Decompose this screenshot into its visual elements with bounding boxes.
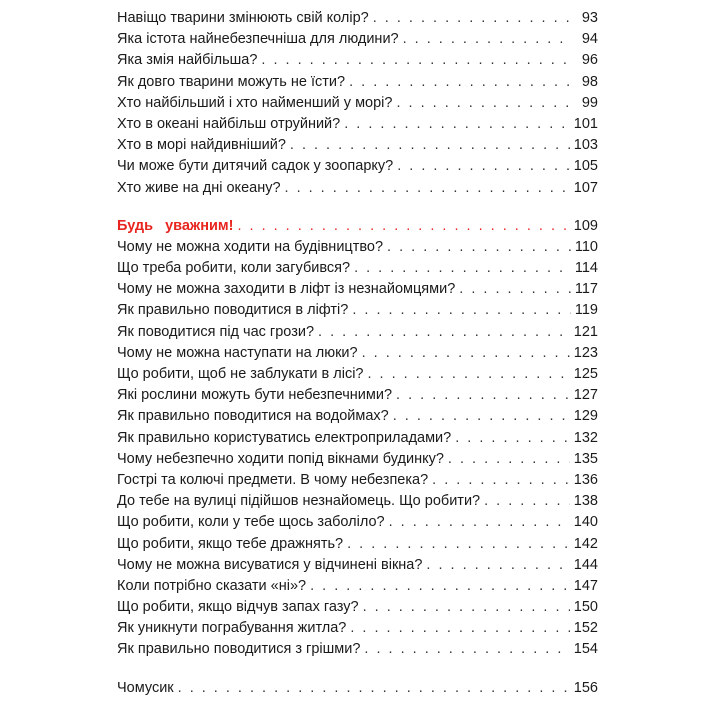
- dot-leader: [387, 239, 571, 255]
- toc-entry[interactable]: [117, 137, 598, 158]
- toc-entry-title: Що робити, якщо тебе дражнять?: [117, 535, 344, 552]
- toc-entry[interactable]: [117, 557, 598, 578]
- toc-entry[interactable]: [117, 281, 598, 302]
- toc-entry-title: Коли потрібно сказати «ні»?: [117, 577, 307, 594]
- toc-entry-title: Чому не можна наступати на люки?: [117, 344, 358, 361]
- toc-entry-page: 123: [573, 344, 598, 361]
- toc-entry[interactable]: [117, 472, 598, 493]
- toc-entry[interactable]: [117, 620, 598, 641]
- toc-entry-page: 125: [573, 366, 598, 382]
- dot-leader: [362, 345, 570, 361]
- toc-entry[interactable]: [117, 324, 598, 345]
- toc-entry[interactable]: [117, 302, 598, 323]
- dot-leader: [403, 31, 572, 47]
- toc-entry[interactable]: [117, 180, 598, 201]
- spacer: [117, 201, 598, 218]
- toc-entry-page: 94: [581, 31, 598, 48]
- toc-entry-page: 119: [574, 302, 598, 319]
- toc-entry-page: 132: [573, 429, 598, 446]
- toc-entry-title: Як правильно поводитися з грішми?: [117, 641, 361, 658]
- toc-entry-title: Яка змія найбільша?: [117, 52, 258, 69]
- toc-entry-page: 138: [573, 493, 598, 510]
- dot-leader: [396, 95, 572, 111]
- dot-leader: [363, 599, 570, 615]
- toc-entry-title: Хто найбільший і хто найменший у морі?: [117, 94, 393, 111]
- toc-entry[interactable]: [117, 239, 598, 260]
- toc-entry-title: Як правильно поводитися на водоймах?: [117, 408, 389, 425]
- section-heading-title: Будь уважним!: [117, 217, 234, 234]
- table-of-contents: [117, 10, 598, 701]
- toc-entry[interactable]: [117, 52, 598, 73]
- toc-entry-page: 144: [573, 556, 598, 573]
- toc-entry-page: 101: [573, 115, 598, 132]
- toc-block-safety: [117, 239, 598, 663]
- dot-leader: [389, 514, 570, 530]
- toc-entry-page: 140: [573, 514, 598, 531]
- toc-entry-title: До тебе на вулиці підійшов незнайомець. Що робити?: [117, 493, 481, 510]
- toc-entry-page: 105: [573, 158, 598, 175]
- toc-entry-title: Чому небезпечно ходити попід вікнами будинку?: [117, 450, 444, 467]
- toc-entry-title: Хто живе на дні океану?: [117, 179, 281, 196]
- toc-entry-title: Які рослини можуть бути небезпечними?: [117, 387, 393, 404]
- toc-entry-page: 99: [581, 94, 598, 111]
- toc-entry-title: Чому не можна ходити на будівництво?: [117, 238, 384, 255]
- toc-entry-title: Чому не можна заходити в ліфт із незнайомцями?: [117, 281, 456, 298]
- toc-entry-page: 150: [573, 599, 598, 616]
- spacer: [117, 663, 598, 680]
- toc-entry-title: Що треба робити, коли загубився?: [117, 260, 351, 277]
- dot-leader: [393, 408, 570, 424]
- dot-leader: [448, 451, 570, 467]
- dot-leader: [459, 281, 571, 297]
- toc-entry[interactable]: [117, 158, 598, 179]
- toc-entry-title: Чому не можна висуватися у відчинені вікна?: [117, 556, 423, 573]
- toc-entry-title: Навіщо тварини змінюють свій колір?: [117, 10, 369, 26]
- dot-leader: [484, 493, 570, 509]
- toc-entry-page: 135: [573, 450, 598, 467]
- toc-entry[interactable]: [117, 116, 598, 137]
- toc-entry-page: 114: [574, 260, 598, 277]
- toc-entry[interactable]: [117, 430, 598, 451]
- dot-leader: [426, 557, 569, 573]
- toc-entry[interactable]: [117, 599, 598, 620]
- dot-leader: [285, 180, 570, 196]
- toc-entry-title: Що робити, щоб не заблукати в лісі?: [117, 366, 364, 382]
- toc-entry-page: 103: [573, 137, 598, 154]
- dot-leader: [455, 430, 570, 446]
- dot-leader: [290, 137, 570, 153]
- dot-leader: [237, 218, 569, 234]
- toc-entry[interactable]: [117, 514, 598, 535]
- toc-entry-page: 93: [581, 10, 598, 26]
- toc-entry-title: Як уникнути пограбування житла?: [117, 620, 347, 637]
- toc-entry-page: 107: [573, 179, 598, 196]
- toc-entry-page: 127: [573, 387, 598, 404]
- dot-leader: [368, 366, 570, 382]
- toc-entry-page: 121: [573, 323, 598, 340]
- dot-leader: [354, 260, 571, 276]
- dot-leader: [178, 680, 570, 696]
- toc-entry[interactable]: [117, 10, 598, 31]
- toc-entry[interactable]: [117, 387, 598, 408]
- dot-leader: [352, 302, 571, 318]
- dot-leader: [432, 472, 570, 488]
- toc-entry-title: Чи може бути дитячий садок у зоопарку?: [117, 158, 394, 175]
- toc-entry-page: 136: [573, 471, 598, 488]
- toc-entry-title: Хто в морі найдивніший?: [117, 137, 286, 154]
- toc-entry[interactable]: [117, 366, 598, 387]
- toc-entry-page: 152: [573, 620, 598, 637]
- toc-entry-page: 117: [574, 281, 598, 298]
- dot-leader: [344, 116, 570, 132]
- toc-entry-page: 142: [573, 535, 598, 552]
- dot-leader: [364, 641, 569, 657]
- toc-entry-page: 110: [574, 238, 598, 255]
- toc-entry-title: Чомусик: [117, 679, 174, 696]
- toc-entry-page: 154: [573, 641, 598, 658]
- dot-leader: [310, 578, 570, 594]
- toc-entry-title: Як довго тварини можуть не їсти?: [117, 73, 346, 90]
- toc-entry-title: Хто в океані найбільш отруйний?: [117, 115, 341, 132]
- dot-leader: [373, 10, 572, 26]
- toc-entry-title: Що робити, якщо відчув запах газу?: [117, 599, 359, 616]
- toc-entry-page: 156: [573, 679, 598, 696]
- dot-leader: [261, 52, 572, 68]
- toc-entry-title: Як правильно поводитися в ліфті?: [117, 302, 349, 319]
- toc-block-animals: [117, 10, 598, 201]
- toc-entry[interactable]: [117, 408, 598, 429]
- toc-entry[interactable]: [117, 95, 598, 116]
- toc-entry[interactable]: [117, 578, 598, 599]
- toc-entry[interactable]: [117, 74, 598, 95]
- dot-leader: [397, 158, 570, 174]
- toc-entry-title: Як поводитися під час грози?: [117, 323, 315, 340]
- section-heading[interactable]: [117, 218, 598, 239]
- toc-entry[interactable]: [117, 536, 598, 557]
- toc-entry-page: 98: [581, 73, 598, 90]
- dot-leader: [318, 324, 570, 340]
- toc-entry[interactable]: [117, 641, 598, 662]
- dot-leader: [349, 74, 572, 90]
- toc-entry-page: 129: [573, 408, 598, 425]
- toc-entry-title: Гострі та колючі предмети. В чому небезпека?: [117, 471, 429, 488]
- toc-entry-page: 147: [573, 577, 598, 594]
- toc-entry[interactable]: [117, 493, 598, 514]
- dot-leader: [396, 387, 570, 403]
- toc-entry-title: Як правильно користуватись електроприладами?: [117, 429, 452, 446]
- section-heading-page: 109: [573, 217, 598, 234]
- dot-leader: [347, 536, 570, 552]
- toc-entry-title: Яка істота найнебезпечніша для людини?: [117, 31, 399, 48]
- toc-entry-title: Що робити, коли у тебе щось заболіло?: [117, 514, 385, 531]
- dot-leader: [350, 620, 569, 636]
- toc-entry[interactable]: [117, 345, 598, 366]
- toc-entry[interactable]: [117, 31, 598, 52]
- toc-entry[interactable]: [117, 451, 598, 472]
- toc-entry-page: 96: [581, 52, 598, 69]
- toc-entry-final[interactable]: [117, 680, 598, 701]
- toc-entry[interactable]: [117, 260, 598, 281]
